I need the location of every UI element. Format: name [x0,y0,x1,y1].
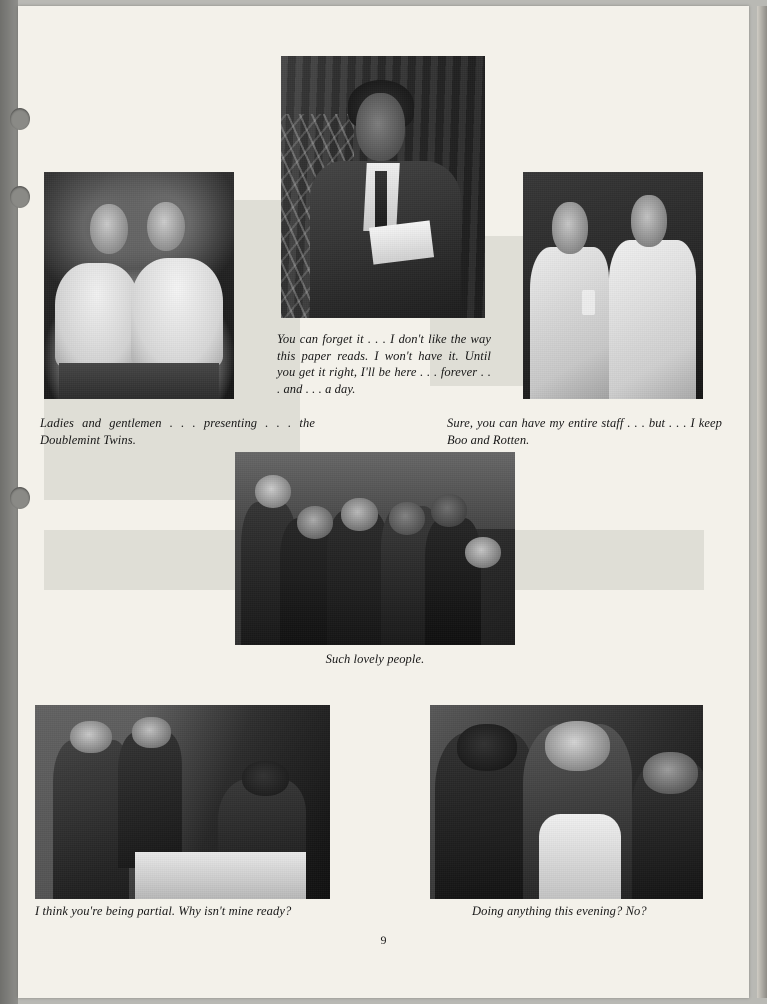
photo-grain-overlay [44,172,234,399]
photo-grain-overlay [523,172,703,399]
photo-grain-overlay [35,705,330,899]
photo-grain-overlay [235,452,515,645]
photo-two-women [430,705,703,899]
caption-doublemint-twins: Ladies and gentlemen . . . presenting . . . the Doublemint Twins. [40,416,315,447]
photo-grain-overlay [281,56,485,318]
photo-two-men-white-shirts [44,172,234,399]
binder-hole-top [10,108,30,130]
caption-lovely-people: Such lovely people. [325,652,425,666]
caption-forget-it: You can forget it . . . I don't like the way this paper reads. I won't have it. Until you get it right, I'll be here . . . forever . . . and . . . a day. [277,332,491,396]
caption-this-evening: Doing anything this evening? No? [472,904,647,918]
caption-entire-staff: Sure, you can have my entire staff . . . but . . . I keep Boo and Rotten. [447,416,722,447]
binder-hole-middle [10,186,30,208]
photo-table-scene [35,705,330,899]
binder-hole-bottom [10,487,30,509]
photo-grain-overlay [430,705,703,899]
caption-being-partial: I think you're being partial. Why isn't mine ready? [35,904,292,918]
photo-group-of-people [235,452,515,645]
photo-man-with-paper [281,56,485,318]
page-number: 9 [380,933,387,947]
photo-two-men-light-suits [523,172,703,399]
page-right-edge-shadow [757,6,767,998]
